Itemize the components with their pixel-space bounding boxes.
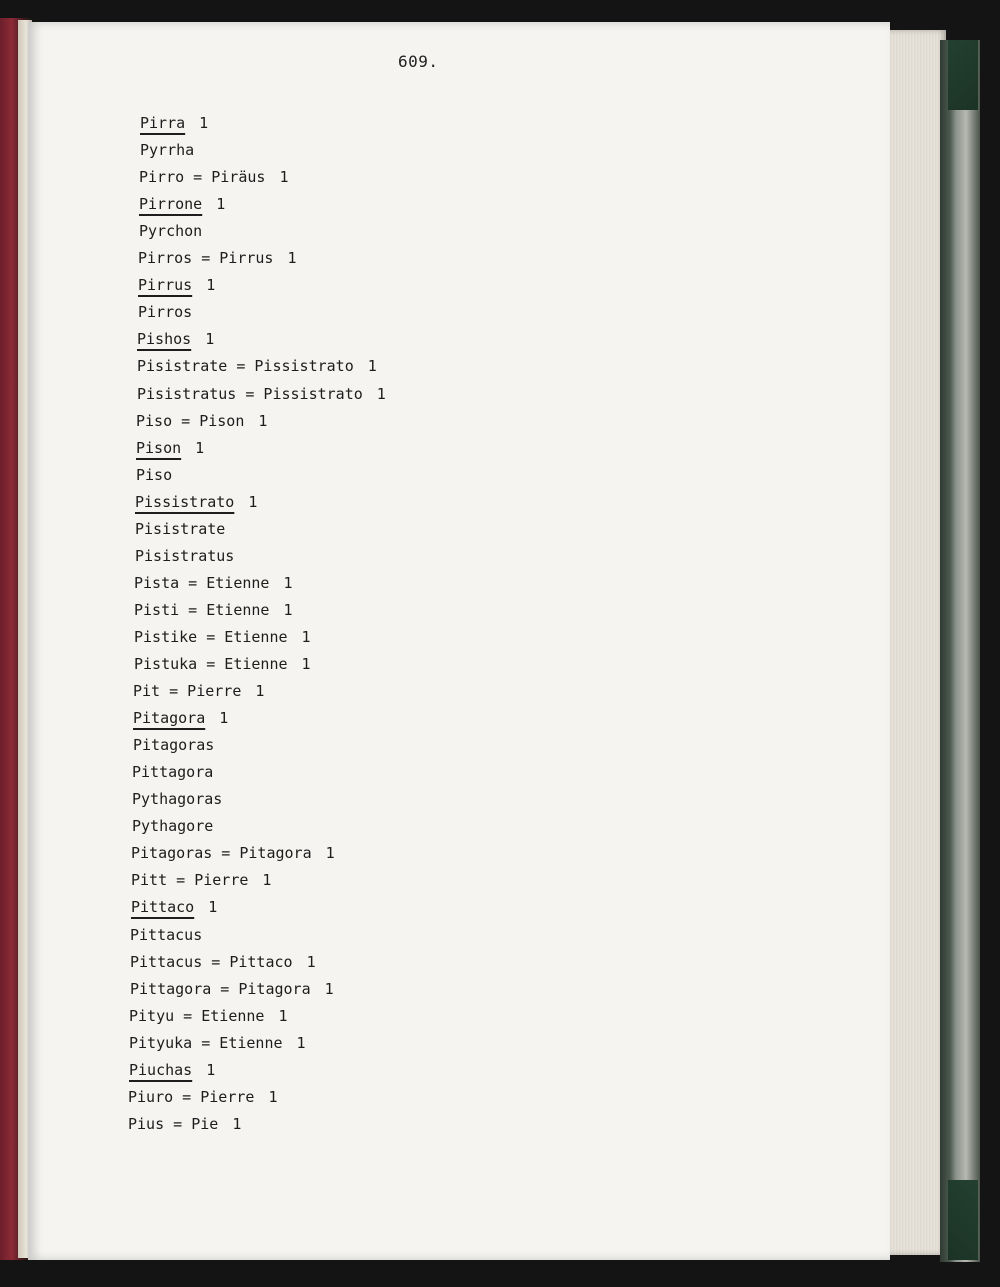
entry-headword: Pirrone [139,195,203,213]
entry-text: Pitagoras = Pitagora [131,844,312,862]
entry-text: Pittagora [132,763,214,781]
entry-count: 1 [248,493,258,511]
entry-text: Pittacus [130,926,203,944]
entry-line [136,412,267,430]
entry-line [132,763,213,781]
entry-count: 1 [255,682,265,700]
entry-count: 1 [376,385,386,403]
entry-text: Pyrchon [139,222,203,240]
entry-text: Pirros = Pirrus [138,249,274,267]
entry-line [134,628,311,646]
entry-line [137,330,214,348]
entry-text: Pirros [138,303,193,321]
entry-text: Pitt = Pierre [131,871,249,889]
entry-count: 1 [301,655,311,673]
entry-text: Piso = Pison [136,412,245,430]
entry-text: Pyrrha [140,141,195,159]
entry-text: Pirro = Piräus [139,168,266,186]
entry-line [140,114,208,132]
entry-line [134,601,293,619]
entry-line [129,1061,215,1079]
entry-line [136,439,204,457]
entry-headword: Pirrus [138,276,193,294]
entry-headword: Piuchas [129,1061,193,1079]
entry-line [134,655,311,673]
entry-line [136,466,172,484]
entry-text: Pit = Pierre [133,682,242,700]
entry-line [133,682,264,700]
entry-count: 1 [199,114,209,132]
entry-text: Pistuka = Etienne [134,655,288,673]
entry-count: 1 [283,601,293,619]
entry-line [140,141,194,159]
entry-headword: Pirra [140,114,186,132]
entry-count: 1 [306,953,316,971]
entry-text: Pythagoras [132,790,223,808]
entry-line [139,168,288,186]
entry-count: 1 [287,249,297,267]
entry-text: Pisistrate [135,520,226,538]
entry-count: 1 [258,412,268,430]
entry-count: 1 [232,1115,242,1133]
entry-count: 1 [278,1007,288,1025]
entry-count: 1 [367,357,377,375]
entry-line [133,709,228,727]
entry-line [139,195,225,213]
page-number: 609. [398,52,439,71]
entry-text: Pittagora = Pitagora [130,980,311,998]
entry-headword: Pison [136,439,182,457]
entry-count: 1 [279,168,289,186]
entry-count: 1 [219,709,229,727]
entry-line [131,871,271,889]
entry-line [135,520,225,538]
entry-count: 1 [206,276,216,294]
entry-line [137,357,377,375]
entry-count: 1 [301,628,311,646]
entry-text: Pythagore [132,817,214,835]
entry-count: 1 [324,980,334,998]
entry-line [130,953,316,971]
entry-count: 1 [205,330,215,348]
entry-count: 1 [208,898,218,916]
entry-count: 1 [262,871,272,889]
entry-line [135,547,234,565]
entry-text: Pisti = Etienne [134,601,270,619]
entry-line [131,844,335,862]
entry-text: Pityu = Etienne [129,1007,265,1025]
entry-line [132,790,222,808]
entry-line [133,736,214,754]
entry-line [138,276,215,294]
entry-headword: Pishos [137,330,192,348]
entry-text: Pitagoras [133,736,215,754]
entry-text: Pisistratus [135,547,235,565]
entry-text: Piso [136,466,173,484]
entry-count: 1 [268,1088,278,1106]
entry-line [130,926,202,944]
entry-text: Pisistratus = Pissistrato [137,385,363,403]
entry-line [139,222,202,240]
entry-line [137,385,386,403]
entry-count: 1 [325,844,335,862]
entry-line [129,1034,306,1052]
entry-line [129,1007,288,1025]
entry-text: Pisistrate = Pissistrato [137,357,354,375]
entry-count: 1 [283,574,293,592]
entry-text: Piuro = Pierre [128,1088,255,1106]
entry-line [131,898,217,916]
entry-line [138,303,192,321]
entry-count: 1 [195,439,205,457]
entry-headword: Pittaco [131,898,195,916]
entry-text: Pittacus = Pittaco [130,953,293,971]
entry-line [128,1115,241,1133]
entry-line [130,980,334,998]
entry-line [135,493,257,511]
entry-line [132,817,213,835]
entry-line [134,574,293,592]
entry-text: Pistike = Etienne [134,628,288,646]
entry-count: 1 [206,1061,216,1079]
entry-count: 1 [216,195,226,213]
entry-line [138,249,297,267]
entry-text: Pityuka = Etienne [129,1034,283,1052]
entry-text: Pius = Pie [128,1115,219,1133]
entry-line [128,1088,277,1106]
entry-headword: Pitagora [133,709,206,727]
entry-count: 1 [296,1034,306,1052]
entry-headword: Pissistrato [135,493,235,511]
entry-text: Pista = Etienne [134,574,270,592]
